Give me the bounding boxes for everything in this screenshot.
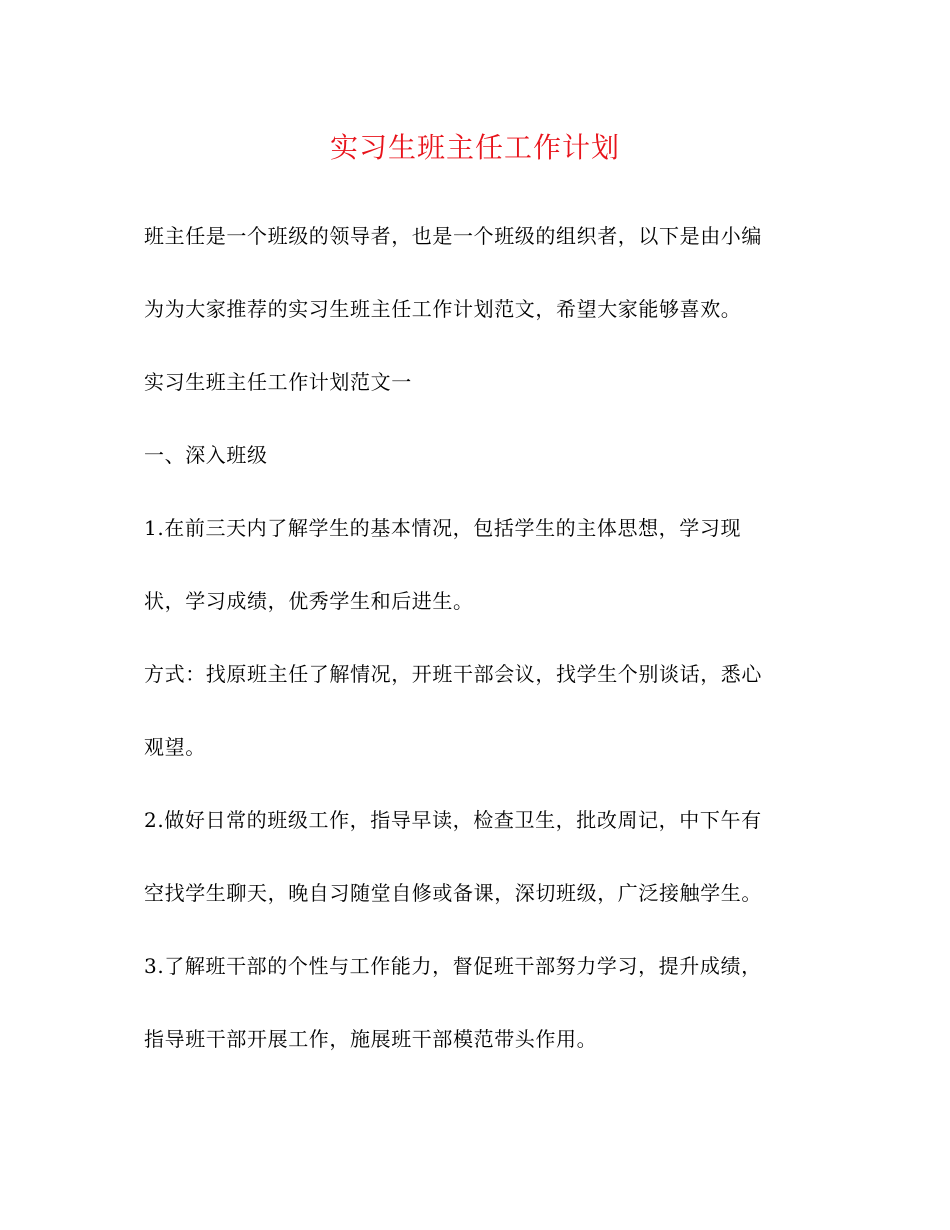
section-heading-deep-into-class: 一、深入班级 <box>144 443 268 467</box>
section-heading-sample-one: 实习生班主任工作计划范文一 <box>144 370 412 394</box>
text-line-2: 为为大家推荐的实习生班主任工作计划范文，希望大家能够喜欢。 <box>144 297 742 321</box>
text-line-7: 方式：找原班主任了解情况，开班干部会议，找学生个别谈话，悉心 <box>144 662 762 686</box>
text-line-10: 空找学生聊天，晚自习随堂自修或备课，深切班级，广泛接触学生。 <box>144 881 762 905</box>
text-line-5: 1.在前三天内了解学生的基本情况，包括学生的主体思想，学习现 <box>144 516 742 540</box>
text-line-11: 3.了解班干部的个性与工作能力，督促班干部努力学习，提升成绩， <box>144 954 762 978</box>
text-line-9: 2.做好日常的班级工作，指导早读，检查卫生，批改周记，中下午有 <box>144 808 762 832</box>
text-line-8: 观望。 <box>144 735 206 759</box>
document-title: 实习生班主任工作计划 <box>329 131 620 164</box>
document-body <box>144 216 824 1092</box>
text-line-6: 状，学习成绩，优秀学生和后进生。 <box>144 589 474 613</box>
text-line-12: 指导班干部开展工作，施展班干部模范带头作用。 <box>144 1027 598 1051</box>
text-line-1: 班主任是一个班级的领导者，也是一个班级的组织者，以下是由小编 <box>144 224 762 248</box>
